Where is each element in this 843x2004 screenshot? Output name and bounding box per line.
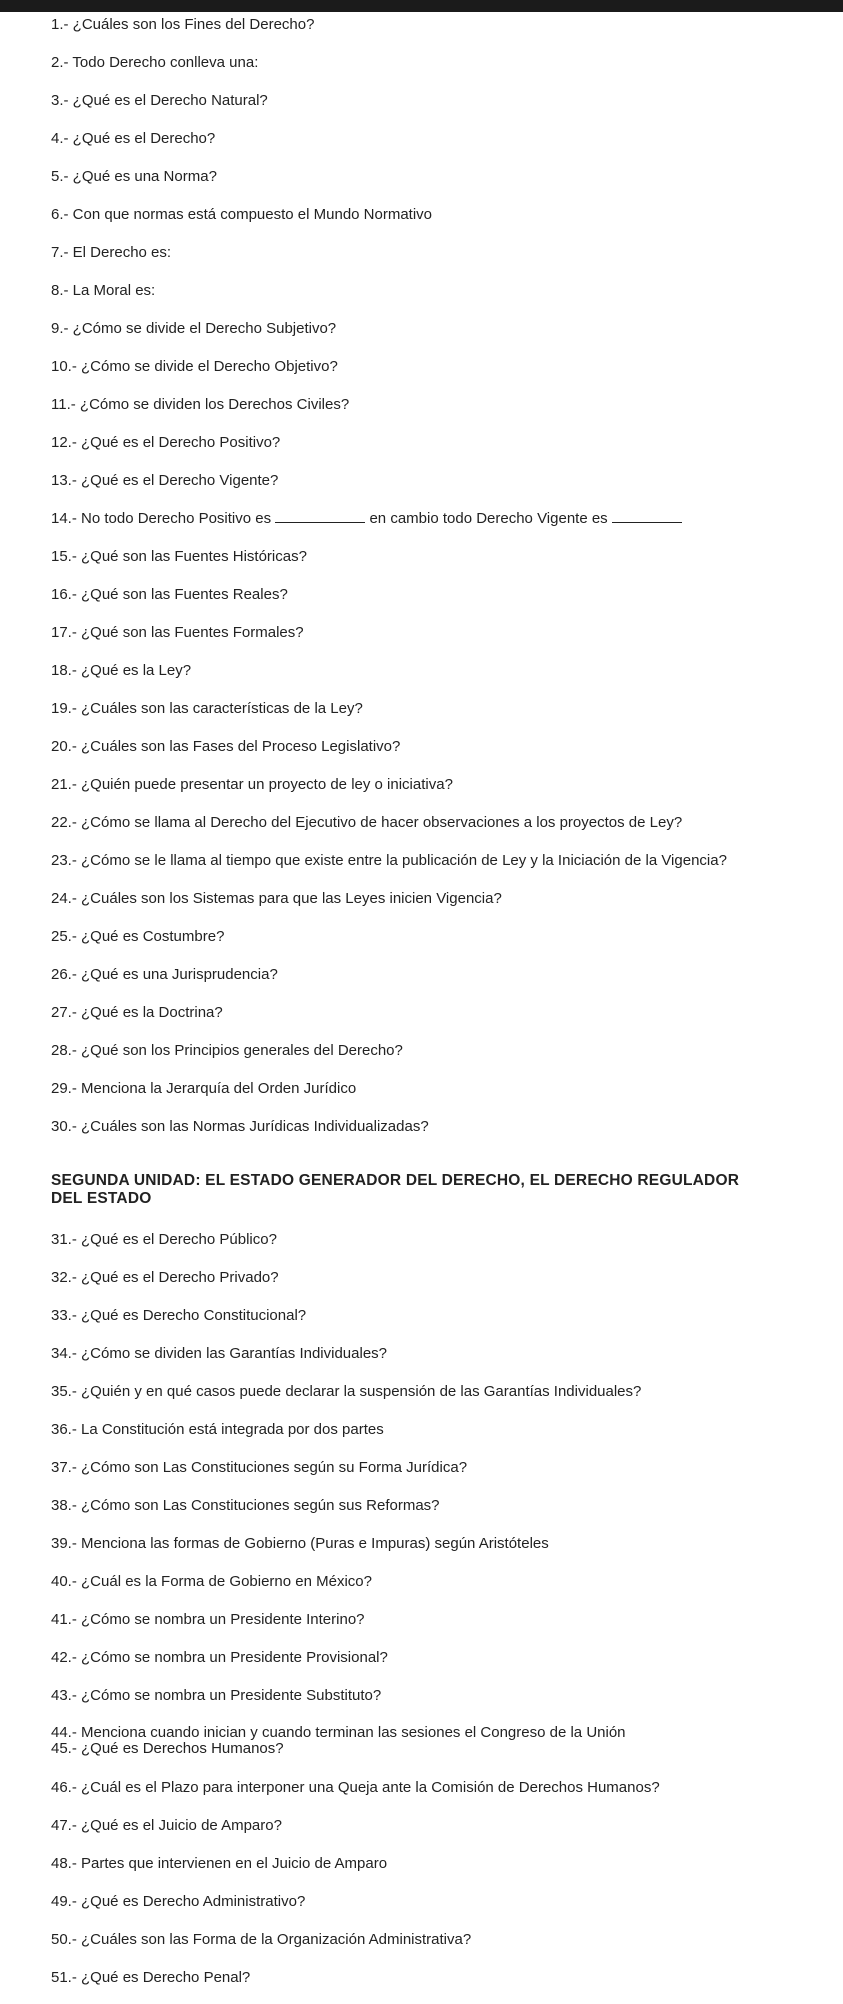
section-heading: SEGUNDA UNIDAD: EL ESTADO GENERADOR DEL DERECHO, EL DERECHO REGULADOR DEL ESTADO (51, 1172, 740, 1207)
question-27: 27.- ¿Qué es la Doctrina? (51, 1004, 223, 1021)
question-29: 29.- Menciona la Jerarquía del Orden Jurídico (51, 1080, 357, 1097)
question-25: 25.- ¿Qué es Costumbre? (51, 928, 225, 945)
question-48: 48.- Partes que intervienen en el Juicio de Amparo (51, 1855, 388, 1872)
question-16: 16.- ¿Qué son las Fuentes Reales? (51, 586, 288, 603)
question-5: 5.- ¿Qué es una Norma? (51, 168, 217, 185)
question-1: 1.- ¿Cuáles son los Fines del Derecho? (51, 16, 315, 33)
question-13: 13.- ¿Qué es el Derecho Vigente? (51, 472, 279, 489)
question-8: 8.- La Moral es: (51, 282, 156, 299)
question-39: 39.- Menciona las formas de Gobierno (Puras e Impuras) según Aristóteles (51, 1535, 549, 1552)
question-30: 30.- ¿Cuáles son las Normas Jurídicas Individualizadas? (51, 1118, 429, 1135)
question-15: 15.- ¿Qué son las Fuentes Históricas? (51, 548, 307, 565)
question-44: 44.- Menciona cuando inician y cuando terminan las sesiones el Congreso de la Unión (51, 1724, 626, 1741)
question-11: 11.- ¿Cómo se dividen los Derechos Civiles? (51, 396, 350, 413)
question-37: 37.- ¿Cómo son Las Constituciones según su Forma Jurídica? (51, 1459, 468, 1476)
question-24: 24.- ¿Cuáles son los Sistemas para que las Leyes inicien Vigencia? (51, 890, 502, 907)
question-36: 36.- La Constitución está integrada por dos partes (51, 1421, 384, 1438)
question-28: 28.- ¿Qué son los Principios generales del Derecho? (51, 1042, 403, 1059)
question-32: 32.- ¿Qué es el Derecho Privado? (51, 1269, 279, 1286)
question-51: 51.- ¿Qué es Derecho Penal? (51, 1969, 251, 1986)
question-46: 46.- ¿Cuál es el Plazo para interponer una Queja ante la Comisión de Derechos Humanos? (51, 1779, 660, 1796)
question-23: 23.- ¿Cómo se le llama al tiempo que existe entre la publicación de Ley y la Iniciación de la Vigencia? (51, 852, 727, 869)
question-45: 45.- ¿Qué es Derechos Humanos? (51, 1740, 284, 1757)
question-9: 9.- ¿Cómo se divide el Derecho Subjetivo? (51, 320, 337, 337)
question-49: 49.- ¿Qué es Derecho Administrativo? (51, 1893, 306, 1910)
question-41: 41.- ¿Cómo se nombra un Presidente Interino? (51, 1611, 365, 1628)
question-12: 12.- ¿Qué es el Derecho Positivo? (51, 434, 281, 451)
question-10: 10.- ¿Cómo se divide el Derecho Objetivo? (51, 358, 338, 375)
question-35: 35.- ¿Quién y en qué casos puede declarar la suspensión de las Garantías Individuales? (51, 1383, 642, 1400)
question-22: 22.- ¿Cómo se llama al Derecho del Ejecutivo de hacer observaciones a los proyectos de Ley? (51, 814, 683, 831)
question-42: 42.- ¿Cómo se nombra un Presidente Provisional? (51, 1649, 388, 1666)
question-21: 21.- ¿Quién puede presentar un proyecto de ley o iniciativa? (51, 776, 453, 793)
question-38: 38.- ¿Cómo son Las Constituciones según sus Reformas? (51, 1497, 440, 1514)
blank-line (275, 510, 365, 523)
question-34: 34.- ¿Cómo se dividen las Garantías Individuales? (51, 1345, 388, 1362)
question-43: 43.- ¿Cómo se nombra un Presidente Substituto? (51, 1687, 382, 1704)
question-20: 20.- ¿Cuáles son las Fases del Proceso Legislativo? (51, 738, 401, 755)
question-14 (51, 510, 682, 527)
question-14-start: 14.- No todo Derecho Positivo es (51, 510, 272, 527)
question-40: 40.- ¿Cuál es la Forma de Gobierno en México? (51, 1573, 372, 1590)
question-31: 31.- ¿Qué es el Derecho Público? (51, 1231, 277, 1248)
question-7: 7.- El Derecho es: (51, 244, 172, 261)
question-6: 6.- Con que normas está compuesto el Mundo Normativo (51, 206, 433, 223)
question-17: 17.- ¿Qué son las Fuentes Formales? (51, 624, 304, 641)
blank-line (612, 510, 682, 523)
question-3: 3.- ¿Qué es el Derecho Natural? (51, 92, 268, 109)
question-47: 47.- ¿Qué es el Juicio de Amparo? (51, 1817, 282, 1834)
question-50: 50.- ¿Cuáles son las Forma de la Organización Administrativa? (51, 1931, 472, 1948)
question-26: 26.- ¿Qué es una Jurisprudencia? (51, 966, 278, 983)
question-18: 18.- ¿Qué es la Ley? (51, 662, 192, 679)
question-14-middle: en cambio todo Derecho Vigente es (369, 510, 608, 527)
question-19: 19.- ¿Cuáles son las características de la Ley? (51, 700, 363, 717)
question-33: 33.- ¿Qué es Derecho Constitucional? (51, 1307, 307, 1324)
question-4: 4.- ¿Qué es el Derecho? (51, 130, 216, 147)
question-2: 2.- Todo Derecho conlleva una: (51, 54, 259, 71)
